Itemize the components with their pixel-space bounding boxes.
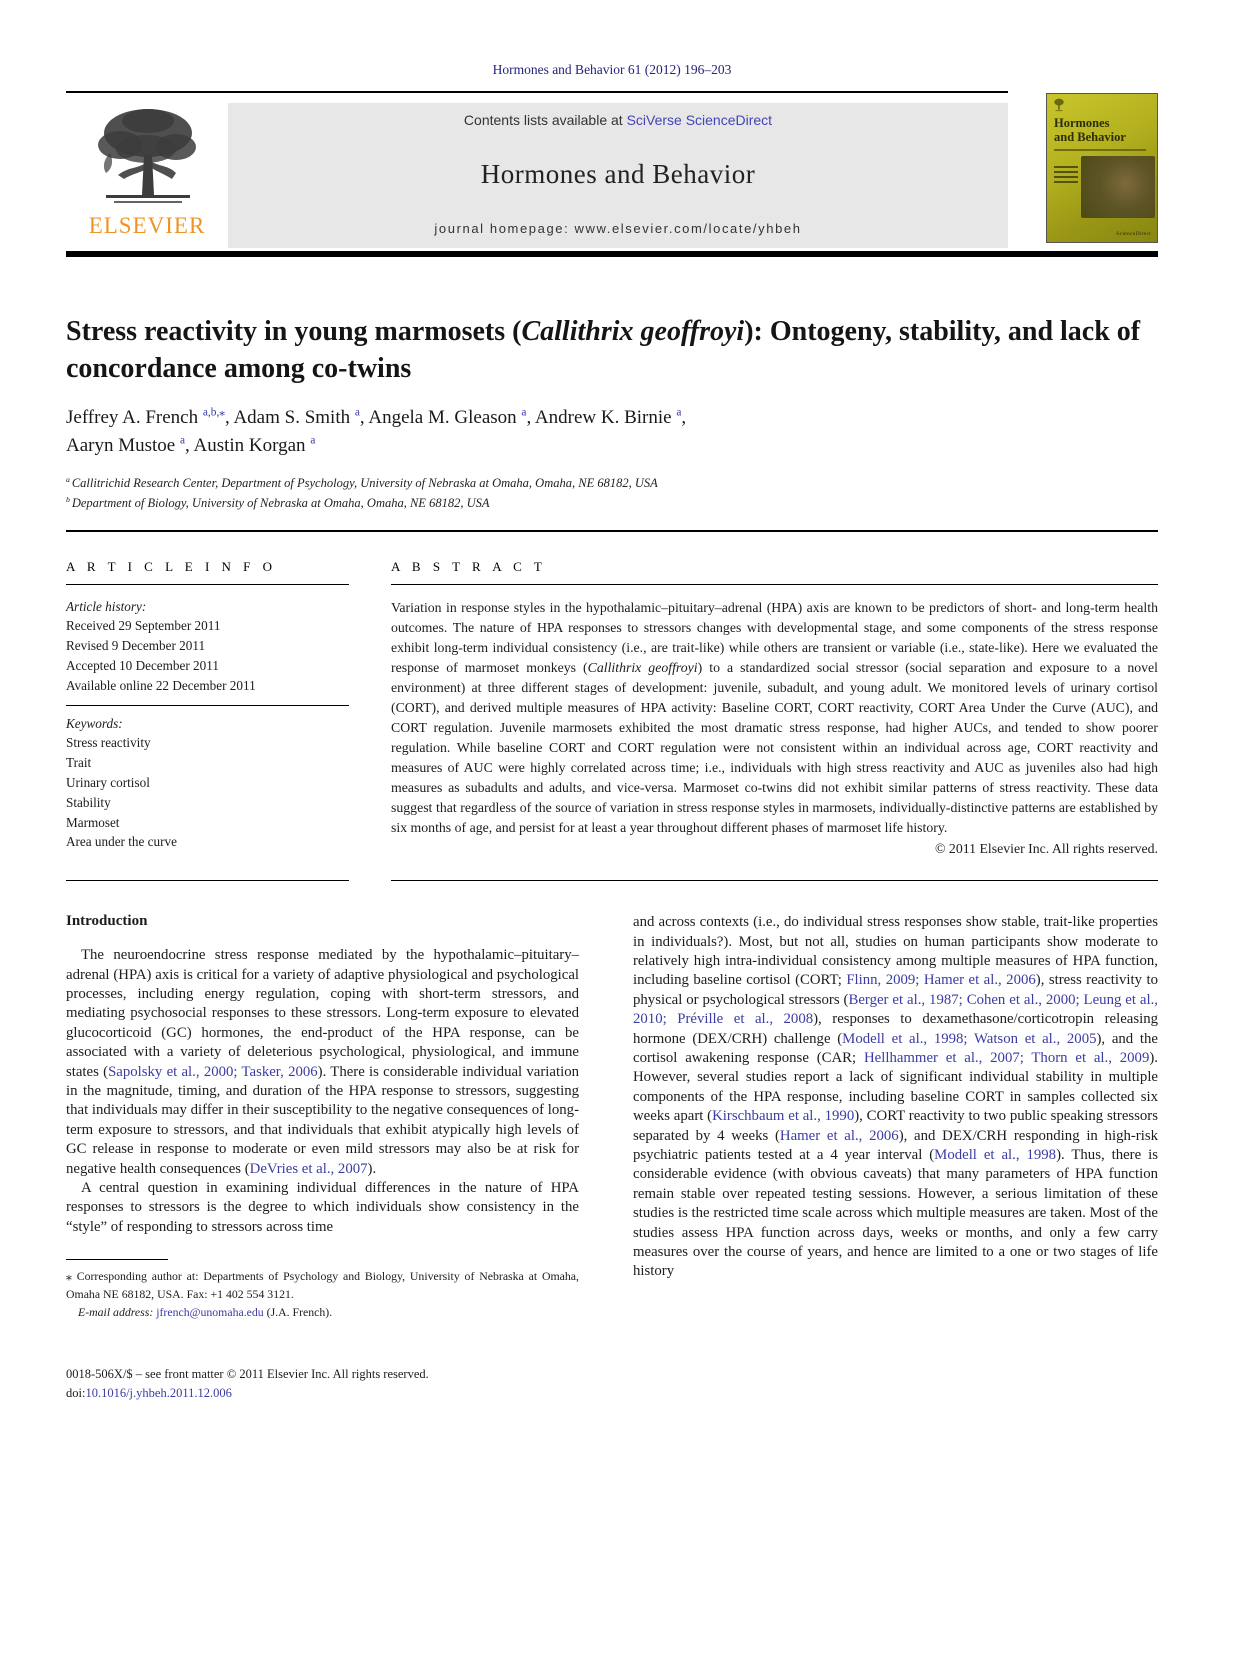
article-info-divider: [66, 705, 349, 706]
text-segment: ), and the cortisol awakening response (CAR;: [633, 1030, 1159, 1066]
article-info-heading: A R T I C L E I N F O: [66, 559, 349, 585]
journal-homepage-link[interactable]: journal homepage: www.elsevier.com/locate/yhbeh: [434, 221, 802, 236]
text-segment: a: [676, 407, 682, 420]
keyword-item: Urinary cortisol: [66, 774, 150, 790]
text-segment: (J.A. French).: [263, 1304, 333, 1319]
journal-title-banner: Hormones and Behavior: [480, 159, 756, 189]
history-item-revised: Revised 9 December 2011: [66, 638, 206, 654]
abstract-column: [391, 559, 1158, 882]
abstract-heading: A B S T R A C T: [391, 559, 1158, 585]
text-segment: The neuroendocrine stress response mediated by the hypothalamic–pituitary–adrenal (HPA) axis is critical for a variety of adaptive physiological and psychological processes, including energy regulation, coping with short-term stressors, and mediating psychosocial responses to these stressors. Long-term exposure to elevated glucocorticoid (GC) hormones, the end-product of the HPA response, can be associated with a variety of deleterious psychological, physiological, and immune states (: [66, 947, 579, 1080]
text-segment: Callitrichid Research Center, Department of Psychology, University of Nebraska at Omaha, Omaha, NE 68182, USA: [71, 475, 658, 490]
text-segment: a: [66, 474, 72, 484]
citation-link-hellhammer-thorn[interactable]: Hellhammer et al., 2007; Thorn et al., 2009: [863, 1049, 1150, 1066]
keyword-item: Marmoset: [66, 814, 120, 830]
title-divider-rule: [66, 530, 1158, 532]
text-segment: Department of Biology, University of Nebraska at Omaha, Omaha, NE 68182, USA: [71, 495, 490, 510]
article-info-abstract-section: [66, 559, 1158, 882]
intro-left-column: [66, 913, 579, 1403]
text-segment: , Adam S. Smith: [225, 407, 355, 429]
intro-paragraph-2: [66, 1179, 579, 1237]
elsevier-logo: [68, 103, 226, 239]
text-segment: a: [179, 434, 186, 447]
keywords-label: Keywords:: [66, 715, 123, 731]
issn-line: 0018-506X/$ – see front matter © 2011 Elsevier Inc. All rights reserved.: [66, 1367, 429, 1382]
affiliation-a: [66, 473, 1158, 493]
citation-header: Hormones and Behavior 61 (2012) 196–203: [492, 62, 732, 77]
citation-link-modell-watson[interactable]: Modell et al., 1998; Watson et al., 2005: [842, 1030, 1097, 1047]
introduction-heading: Introduction: [66, 913, 148, 930]
intro-paragraph-1: [66, 946, 579, 1179]
cover-editor-text-placeholder: [1054, 166, 1078, 186]
text-segment: doi:: [66, 1386, 86, 1401]
text-segment: ), CORT reactivity to two public speaking stressors separated by 4 weeks (: [633, 1108, 1158, 1144]
citation-link-flinn-hamer[interactable]: Flinn, 2009; Hamer et al., 2006: [846, 972, 1036, 989]
masthead-black-bar: [66, 251, 1158, 257]
text-segment: , Andrew K. Birnie: [526, 407, 677, 429]
text-segment: a: [310, 434, 316, 447]
citation-link-devries[interactable]: DeVries et al., 2007: [249, 1160, 368, 1177]
text-segment: ), and DEX/CRH responding in high-risk psychiatric patients tested at a 4 year interval (: [633, 1127, 1158, 1163]
masthead: [66, 91, 1158, 267]
text-segment: ) to a standardized social stressor (social separation and exposure to a novel environment) at three different stages of development: juvenile, subadult, and young adult. We monitored levels of urinary cortisol (CORT), and derived multiple measures of HPA activity: Baseline CORT, CORT reactivity, CORT Area Under the Curve (AUC), and CORT regulation. Juvenile marmosets exhibited the most dramatic stress response, had higher AUCs, and tended to show poorer regulation. While baseline CORT and CORT regulation were not consistent within an individual across age, CORT reactivity and measures of AUC were highly correlated across time; i.e., individuals with high stress reactivity and AUC as juveniles also had high measures as subadults and adults, and vice-versa. Marmoset co-twins did not exhibit similar patterns of stress reactivity. These data suggest that regardless of the source of variation in stress response styles in marmosets, individually-distinctive patterns are established by six months of age, and persist for at least a year throughout different phases of marmoset life history.: [391, 659, 1158, 836]
text-segment: Variation in response styles in the hypothalamic–pituitary–adrenal (HPA) axis are known to be predictors of short- and long-term health outcomes. The nature of HPA responses to stressors changes with developmental stage, and some components of the stress response exhibit long-term individual consistency (i.e., are trait-like) while others are transient or variable (i.e., state-like). Here we evaluated the response of marmoset monkeys (: [391, 599, 1158, 675]
text-segment: ). Thus, there is considerable evidence (with obvious caveats) that many parameters of HPA function remain stable over repeated testing sessions. However, a serious limitation of these studies is the restricted time scale across which multiple measures are taken. Most of the studies assess HPA function across days, weeks or months, and only a few carry measures over the course of years, and hence are limited to a one or two stages of life history: [633, 1147, 1158, 1280]
text-segment: ⁎ Corresponding author at: Departments of Psychology and Biology, University of Nebraska at Omaha, Omaha NE 68182, USA. Fax: +1 402 554 3121.: [66, 1269, 579, 1301]
journal-banner: [228, 103, 1008, 248]
article-history-label: Article history:: [66, 598, 147, 614]
text-segment: ). However, several studies report a lack of significant individual stability in multiple components of the HPA response, including baseline CORT in samples collected six weeks apart (: [633, 1049, 1158, 1125]
history-item-accepted: Accepted 10 December 2011: [66, 657, 219, 673]
intro-right-column-text: [633, 913, 1158, 1282]
text-segment: ): Ontogeny, stability, and lack of concordance among co-twins: [66, 316, 1141, 385]
cover-tree-icon: [1053, 98, 1065, 112]
history-item-received: Received 29 September 2011: [66, 618, 221, 634]
text-segment: a: [354, 407, 360, 420]
text-segment: A central question in examining individual differences in the nature of HPA responses to stressors is the degree to which individuals show consistency in the “style” of responding to stressors across time: [66, 1180, 579, 1235]
text-segment: , Austin Korgan: [185, 435, 311, 457]
text-segment: , Angela M. Gleason: [359, 407, 522, 429]
intro-right-column: [633, 913, 1158, 1403]
article-title: [66, 313, 1158, 387]
text-segment: ).: [367, 1160, 377, 1177]
elsevier-tree-icon: [68, 103, 226, 211]
elsevier-wordmark: ELSEVIER: [88, 213, 206, 238]
doi-line: [66, 1384, 579, 1403]
introduction-section: [66, 913, 1158, 1403]
corresponding-author-note: [66, 1268, 579, 1303]
sciverse-sciencedirect-link[interactable]: SciVerse ScienceDirect: [626, 112, 773, 128]
abstract-copyright: © 2011 Elsevier Inc. All rights reserved.: [935, 841, 1158, 857]
text-segment: Callithrix geoffroyi: [521, 316, 745, 347]
keyword-item: Area under the curve: [66, 834, 177, 850]
text-segment: ,: [681, 407, 687, 429]
text-segment: ). There is considerable individual variation in the magnitude, timing, and duration of the HPA response to stressors, suggesting that individuals may differ in their susceptibility to the negative consequences of long-term exposure to stressors, and that individuals that exhibit atypically high levels of GC release in response to moderate or even mild stressors may also be at risk for negative health consequences (: [66, 1063, 579, 1177]
text-segment: E-mail address:: [78, 1304, 157, 1319]
text-segment: Callithrix geoffroyi: [587, 659, 698, 675]
authors-line: [66, 404, 1158, 459]
cover-sciencedirect-mark: ScienceDirect: [1116, 231, 1151, 237]
citation-link-hamer[interactable]: Hamer et al., 2006: [779, 1127, 899, 1144]
text-segment: Jeffrey A. French: [66, 407, 203, 429]
contents-list-line: [238, 112, 998, 128]
cover-marmoset-photo: [1081, 156, 1155, 218]
cover-journal-title: Hormones and Behavior: [1054, 116, 1126, 145]
keyword-item: Trait: [66, 755, 92, 771]
text-segment: b: [66, 494, 72, 504]
citation-link-berger-cohen-leung-preville[interactable]: Berger et al., 1987; Cohen et al., 2000; Leung et al., 2010; Préville et al., 2008: [633, 991, 1158, 1028]
email-link[interactable]: jfrench@unomaha.edu: [156, 1304, 264, 1319]
footnote-rule: [66, 1259, 168, 1260]
citation-link-kirschbaum[interactable]: Kirschbaum et al., 1990: [712, 1108, 855, 1125]
text-segment: Stress reactivity in young marmosets (: [66, 316, 522, 347]
masthead-top-rule: [66, 91, 1008, 93]
text-segment: a,b,⁎: [202, 407, 225, 420]
keyword-item: Stress reactivity: [66, 735, 151, 751]
affiliation-b: [66, 493, 1158, 513]
doi-link[interactable]: 10.1016/j.yhbeh.2011.12.006: [85, 1386, 232, 1401]
citation-link-sapolsky-tasker[interactable]: Sapolsky et al., 2000; Tasker, 2006: [108, 1063, 318, 1080]
email-line: [66, 1304, 579, 1322]
abstract-body: [391, 598, 1158, 839]
history-item-available: Available online 22 December 2011: [66, 677, 256, 693]
article-info-column: [66, 559, 349, 882]
corresponding-author-footnote: [66, 1259, 579, 1321]
text-segment: ), responses to dexamethasone/corticotropin releasing hormone (DEX/CRH) challenge (: [633, 1011, 1158, 1047]
text-segment: Aaryn Mustoe: [66, 435, 180, 457]
text-segment: and across contexts (i.e., do individual stress responses show stable, trait-like properties in individuals?). Most, but not all, studies on human participants show moderate to relatively high intra-individual consistency among multiple measures of HPA function, including baseline cortisol (CORT;: [633, 914, 1158, 989]
front-matter-footer: [66, 1365, 579, 1403]
cover-divider: [1054, 149, 1146, 151]
affiliations: [66, 473, 1158, 513]
citation-link-modell[interactable]: Modell et al., 1998: [934, 1147, 1057, 1163]
text-segment: Contents lists available at: [463, 112, 627, 128]
journal-cover-thumbnail: [1046, 93, 1158, 243]
keyword-item: Stability: [66, 794, 111, 810]
text-segment: a: [521, 407, 527, 420]
text-segment: ), stress reactivity to physical or psychological stressors (: [633, 972, 1158, 1008]
